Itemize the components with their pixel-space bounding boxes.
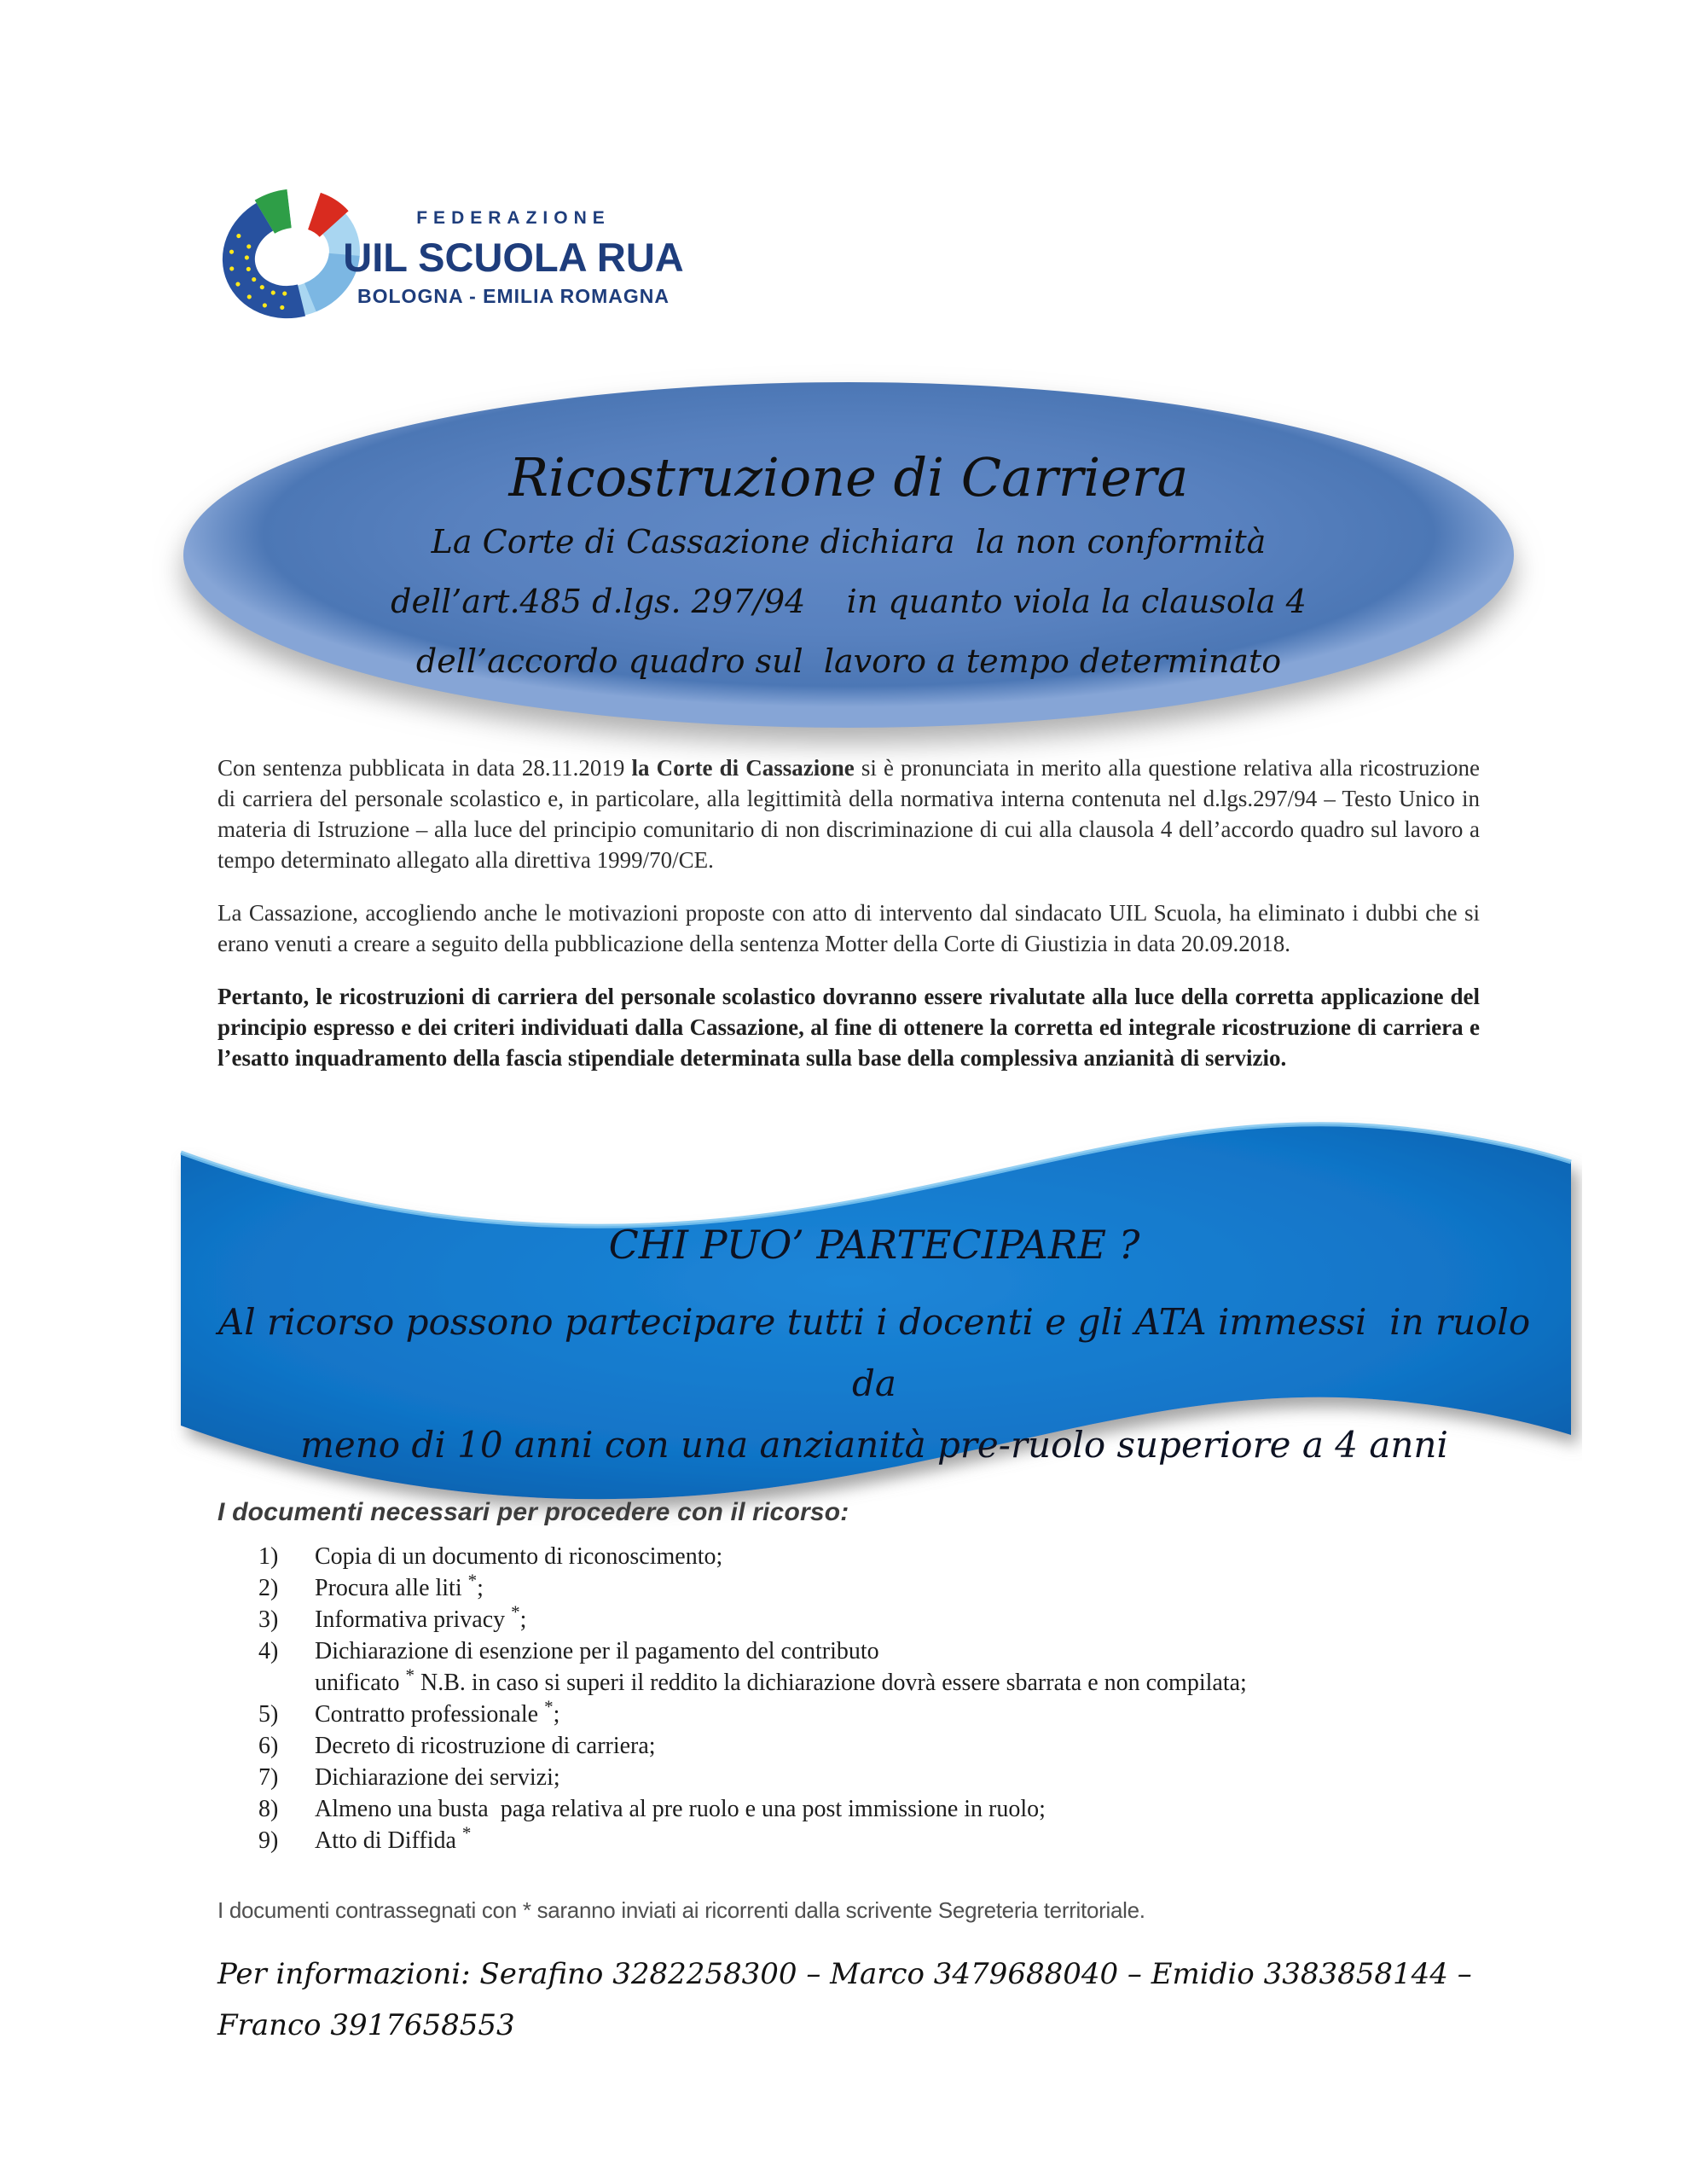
document-text: [315, 1793, 1488, 1825]
document-list-item: [217, 1730, 1488, 1762]
document-text-pre: Informativa privacy: [315, 1606, 512, 1633]
document-number: 5): [258, 1701, 279, 1728]
document-list-item: [217, 1762, 1488, 1793]
document-number: 8): [258, 1796, 279, 1822]
ring-eu-blue-arc: [227, 214, 302, 316]
uil-scuola-logo: [206, 167, 718, 346]
document-list-item: [217, 1793, 1488, 1825]
document-text: [315, 1572, 1488, 1604]
documents-section: [217, 1498, 1488, 1946]
note-post: saranno inviati ai ricorrenti dalla scrivente Segreteria territoriale.: [530, 1897, 1145, 1923]
document-list-item: [217, 1572, 1488, 1604]
document-text-pre: Procura alle liti: [315, 1575, 468, 1601]
asterisk-mark: *: [522, 1897, 531, 1923]
document-number: 3): [258, 1606, 279, 1633]
document-text: [315, 1635, 1488, 1667]
paragraph-pertanto: Pertanto, le ricostruzioni di carriera del personale scolastico dovranno essere rivalutate alla luce della corretta applicazione del principio espresso e dei criteri individuati dalla Cassazione, al fine di ottenere la corretta ed integrale ricostruzione di carriera e l’esatto inquadramento della fascia stipendiale determinata sulla base della complessiva anzianità di servizio.: [217, 984, 1480, 1071]
participation-banner: [171, 1106, 1582, 1532]
document-text-post: ;: [519, 1606, 527, 1633]
document-list-item: [217, 1635, 1488, 1667]
paragraph-sentence: [217, 752, 1480, 875]
asterisk-mark: *: [544, 1696, 554, 1717]
document-text-pre: Almeno una busta paga relativa al pre ruolo e una post immissione in ruolo;: [315, 1796, 1046, 1822]
document-text-post: ;: [553, 1701, 560, 1728]
contact-info: Per informazioni: Serafino 3282258300 – Marco 3479688040 – Emidio 3383858144 – Franco 3917658553: [217, 1957, 1472, 2042]
logo-region: BOLOGNA - EMILIA ROMAGNA: [357, 285, 670, 307]
document-text-pre: unificato: [315, 1670, 406, 1696]
document-list-item: [217, 1601, 1488, 1635]
flag-red-arc: [314, 206, 333, 229]
p1-bold: la Corte di Cassazione: [631, 755, 855, 781]
document-number: 9): [258, 1827, 279, 1854]
document-text-pre: Dichiarazione dei servizi;: [315, 1764, 560, 1791]
document-text-pre: Contratto professionale: [315, 1701, 545, 1728]
document-text: [315, 1696, 1488, 1730]
flag-green-arc: [264, 207, 289, 217]
participation-question: CHI PUO’ PARTECIPARE ?: [608, 1222, 1140, 1268]
page-title: Ricostruzione di Carriera: [508, 446, 1189, 508]
p1-suffix: si è pronunciata in merito alla questione relativa alla ricostruzione di carriera del personale scolastico e, in particolare, alla legittimità della normativa interna contenuta nel d.lgs.297/94 – Testo Unico in materia di Istruzione – alla luce del principio comunitario di non discriminazione di cui alla clausola 4 dell’accordo quadro sul lavoro a tempo determinato allegato alla direttiva 1999/70/CE.: [217, 755, 1480, 873]
document-number: 6): [258, 1733, 279, 1759]
document-text: [315, 1664, 1488, 1699]
document-list-item-continuation: [217, 1664, 1488, 1699]
paragraph-cassazione: La Cassazione, accogliendo anche le motivazioni proposte con atto di intervento dal sindacato UIL Scuola, ha eliminato i dubbi che si erano venuti a creare a seguito della pubblicazione della sentenza Motter della Corte di Giustizia in data 20.09.2018.: [217, 900, 1480, 956]
document-text-pre: Copia di un documento di riconoscimento;: [315, 1543, 723, 1570]
asterisk-mark: *: [467, 1570, 478, 1591]
ellipse-subtitle-line: dell’accordo quadro sul lavoro a tempo determinato: [415, 642, 1282, 680]
logo-name: UIL SCUOLA RUA: [343, 235, 684, 280]
document-text-post: N.B. in caso si superi il reddito la dichiarazione dovrà essere sbarrata e non compilata;: [415, 1670, 1247, 1696]
logo-federation: FEDERAZIONE: [416, 208, 611, 228]
document-text-pre: Dichiarazione di esenzione per il pagamento del contributo: [315, 1638, 879, 1664]
document-text-pre: Atto di Diffida: [315, 1827, 462, 1854]
ellipse-subtitle-line: La Corte di Cassazione dichiara la non conformità: [431, 523, 1267, 561]
document-number: [217, 1667, 315, 1699]
document-text: [315, 1730, 1488, 1762]
flag-white-arc: [289, 201, 314, 218]
document-number: 4): [258, 1638, 279, 1664]
document-text-post: ;: [477, 1575, 484, 1601]
p1-prefix: Con sentenza pubblicata in data 28.11.2019: [217, 755, 632, 781]
document-number: 1): [258, 1543, 279, 1570]
document-text: [315, 1601, 1488, 1635]
document-list-item: [217, 1822, 1488, 1856]
document-text: [315, 1762, 1488, 1793]
ellipse-subtitle-line: dell’art.485 d.lgs. 297/94 in quanto viola la clausola 4: [391, 583, 1307, 620]
asterisk-mark: *: [511, 1601, 520, 1623]
document-text: [315, 1822, 1488, 1856]
document-text-pre: Decreto di ricostruzione di carriera;: [315, 1733, 656, 1759]
document-list-item: [217, 1541, 1488, 1572]
participation-line: Al ricorso possono partecipare tutti i docenti e gli ATA immessi in ruolo da: [217, 1301, 1531, 1404]
document-list-item: [217, 1696, 1488, 1730]
documents-note: [217, 1897, 1488, 1924]
document-number: 2): [258, 1575, 279, 1601]
participation-text: [205, 1222, 1544, 1476]
body-text: [217, 752, 1480, 1095]
logo-text-block: [334, 208, 693, 308]
document-text: [315, 1541, 1488, 1572]
asterisk-mark: *: [461, 1822, 472, 1844]
participation-line: meno di 10 anni con una anzianità pre-ruolo superiore a 4 anni: [300, 1424, 1448, 1466]
title-ellipse: [183, 382, 1514, 728]
note-pre: I documenti contrassegnati con: [217, 1897, 523, 1923]
document-number: 7): [258, 1764, 279, 1791]
asterisk-mark: *: [405, 1664, 415, 1686]
documents-heading: I documenti necessari per procedere con il ricorso:: [217, 1498, 849, 1526]
